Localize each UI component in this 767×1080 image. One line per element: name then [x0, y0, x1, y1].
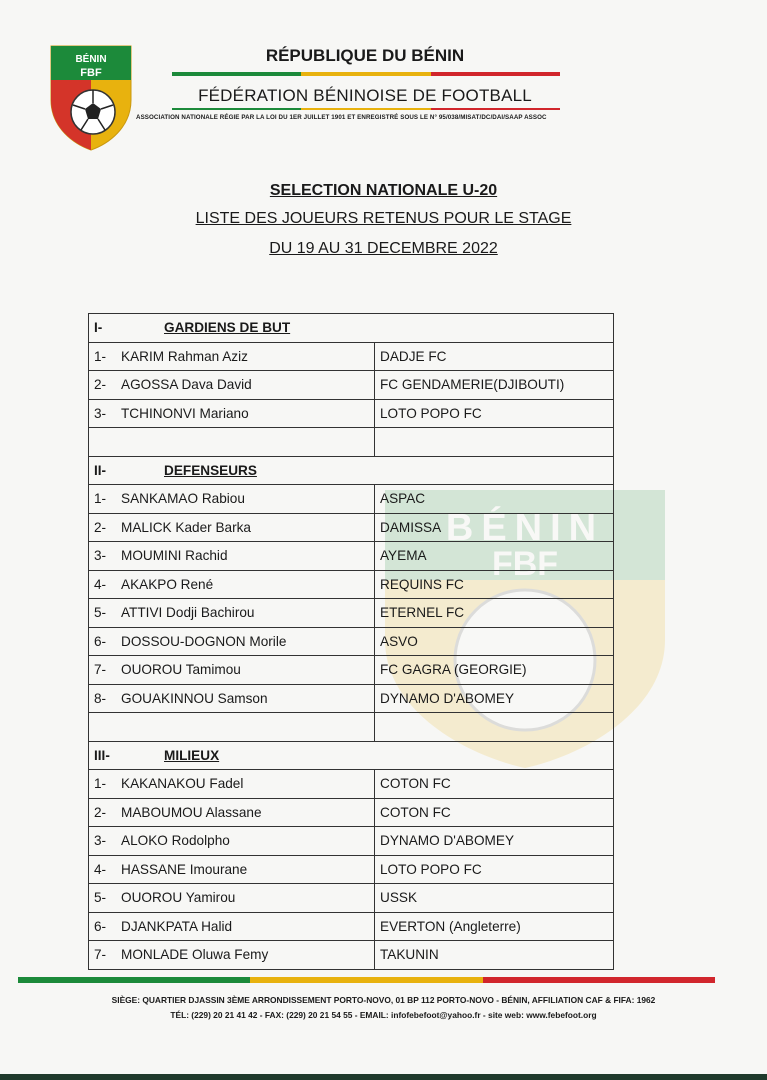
player-club: LOTO POPO FC [375, 855, 614, 884]
bottom-strip [0, 1074, 767, 1080]
header-tricolor-top [172, 72, 560, 76]
footer-address: SIÈGE: QUARTIER DJASSIN 3ÈME ARRONDISSEMENT PORTO-NOVO, 01 BP 112 PORTO-NOVO - BÉNIN, AFFILIATION CAF & FIFA: 1962 [111, 995, 656, 1005]
section-number: II- [94, 462, 107, 478]
player-row [89, 570, 614, 599]
player-name-cell [89, 684, 375, 713]
section-header-cell [89, 456, 614, 485]
section-number: I- [94, 320, 103, 336]
player-name-cell [89, 855, 375, 884]
watermark-text-mid: FBF [491, 545, 559, 583]
player-number: 2- [94, 377, 107, 393]
player-name: OUOROU Yamirou [121, 890, 236, 906]
player-club: DYNAMO D'ABOMEY [375, 684, 614, 713]
player-number: 3- [94, 548, 107, 564]
player-name-cell [89, 485, 375, 514]
section-header-row [89, 456, 614, 485]
player-name: ATTIVI Dodji Bachirou [121, 605, 255, 621]
player-row [89, 656, 614, 685]
blank-cell [375, 713, 614, 742]
selection-title: SELECTION NATIONALE U-20 [269, 182, 498, 199]
player-name: OUOROU Tamimou [121, 662, 241, 678]
player-row [89, 798, 614, 827]
player-club: TAKUNIN [375, 941, 614, 970]
player-name-cell [89, 342, 375, 371]
player-name-cell [89, 912, 375, 941]
header-tricolor-bottom [172, 108, 560, 110]
player-club: ASPAC [375, 485, 614, 514]
player-row [89, 827, 614, 856]
player-number: 3- [94, 833, 107, 849]
player-club: LOTO POPO FC [375, 399, 614, 428]
association-line: ASSOCIATION NATIONALE RÉGIE PAR LA LOI DU 1ER JUILLET 1901 ET ENREGISTRÉ SOUS LE N° 95/038/MISAT/DC/DAI/SAAP ASSOC [136, 114, 547, 121]
blank-row [89, 428, 614, 457]
player-name-cell [89, 513, 375, 542]
player-club: DYNAMO D'ABOMEY [375, 827, 614, 856]
player-number: 1- [94, 348, 107, 364]
player-row [89, 599, 614, 628]
player-club: REQUINS FC [375, 570, 614, 599]
fbf-logo [46, 40, 136, 152]
player-club: COTON FC [375, 798, 614, 827]
player-name-cell [89, 798, 375, 827]
player-name-cell [89, 599, 375, 628]
logo-text-mid: FBF [80, 67, 102, 79]
player-row [89, 542, 614, 571]
blank-cell [89, 428, 375, 457]
blank-cell [375, 428, 614, 457]
player-row [89, 684, 614, 713]
player-number: 2- [94, 519, 107, 535]
player-number: 7- [94, 947, 107, 963]
player-row [89, 855, 614, 884]
player-name: KAKANAKOU Fadel [121, 776, 244, 792]
player-row [89, 941, 614, 970]
player-club: FC GENDAMERIE(DJIBOUTI) [375, 371, 614, 400]
section-header-row [89, 741, 614, 770]
player-name-cell [89, 656, 375, 685]
section-title: GARDIENS DE BUT [164, 320, 291, 336]
player-name-cell [89, 770, 375, 799]
player-name: MABOUMOU Alassane [121, 804, 262, 820]
player-name-cell [89, 542, 375, 571]
player-number: 1- [94, 776, 107, 792]
player-club: ASVO [375, 627, 614, 656]
player-name-cell [89, 399, 375, 428]
player-name: MOUMINI Rachid [121, 548, 228, 564]
player-name: MALICK Kader Barka [121, 519, 251, 535]
player-name: ALOKO Rodolpho [121, 833, 230, 849]
date-subtitle: DU 19 AU 31 DECEMBRE 2022 [269, 240, 498, 257]
player-number: 4- [94, 861, 107, 877]
player-number: 4- [94, 576, 107, 592]
player-row [89, 770, 614, 799]
player-number: 6- [94, 633, 107, 649]
blank-cell [89, 713, 375, 742]
blank-row [89, 713, 614, 742]
player-name-cell [89, 627, 375, 656]
player-name-cell [89, 827, 375, 856]
player-number: 6- [94, 918, 107, 934]
player-name: AGOSSA Dava David [121, 377, 252, 393]
player-name: TCHINONVI Mariano [121, 405, 249, 421]
player-club: AYEMA [375, 542, 614, 571]
player-club: DAMISSA [375, 513, 614, 542]
player-name-cell [89, 941, 375, 970]
player-name: GOUAKINNOU Samson [121, 690, 268, 706]
logo-text-top: BÉNIN [75, 54, 107, 65]
player-club: DADJE FC [375, 342, 614, 371]
section-header-cell [89, 314, 614, 343]
footer-contact: TÉL: (229) 20 21 41 42 - FAX: (229) 20 21 54 55 - EMAIL: infofebefoot@yahoo.fr - site web: www.febefoot.org [170, 1010, 597, 1020]
player-name: MONLADE Oluwa Femy [121, 947, 269, 963]
player-name: SANKAMAO Rabiou [121, 491, 245, 507]
player-row [89, 342, 614, 371]
player-club: COTON FC [375, 770, 614, 799]
player-number: 2- [94, 804, 107, 820]
player-number: 7- [94, 662, 107, 678]
player-name-cell [89, 570, 375, 599]
section-title: MILIEUX [164, 747, 220, 763]
players-table-body [89, 314, 614, 970]
player-row [89, 912, 614, 941]
player-club: EVERTON (Angleterre) [375, 912, 614, 941]
player-club: ETERNEL FC [375, 599, 614, 628]
federation-title: FÉDÉRATION BÉNINOISE DE FOOTBALL [198, 86, 532, 105]
player-name: DOSSOU-DOGNON Morile [121, 633, 287, 649]
player-name: DJANKPATA Halid [121, 918, 233, 934]
list-subtitle: LISTE DES JOUEURS RETENUS POUR LE STAGE [195, 210, 572, 227]
player-number: 5- [94, 605, 107, 621]
player-name-cell [89, 371, 375, 400]
player-club: FC GAGRA (GEORGIE) [375, 656, 614, 685]
republic-title: RÉPUBLIQUE DU BÉNIN [265, 46, 465, 65]
section-title: DEFENSEURS [164, 462, 257, 478]
player-name: HASSANE Imourane [121, 861, 248, 877]
player-club: USSK [375, 884, 614, 913]
section-header-cell [89, 741, 614, 770]
player-row [89, 513, 614, 542]
player-name: KARIM Rahman Aziz [121, 348, 248, 364]
player-row [89, 399, 614, 428]
player-number: 8- [94, 690, 107, 706]
players-table [88, 313, 614, 970]
section-number: III- [94, 747, 110, 763]
player-name: AKAKPO René [121, 576, 214, 592]
player-row [89, 627, 614, 656]
player-row [89, 371, 614, 400]
player-row [89, 485, 614, 514]
player-number: 3- [94, 405, 107, 421]
player-number: 1- [94, 491, 107, 507]
player-name-cell [89, 884, 375, 913]
player-number: 5- [94, 890, 107, 906]
player-row [89, 884, 614, 913]
watermark-text-top: BÉNIN [445, 507, 605, 549]
footer-tricolor [18, 977, 715, 983]
section-header-row [89, 314, 614, 343]
